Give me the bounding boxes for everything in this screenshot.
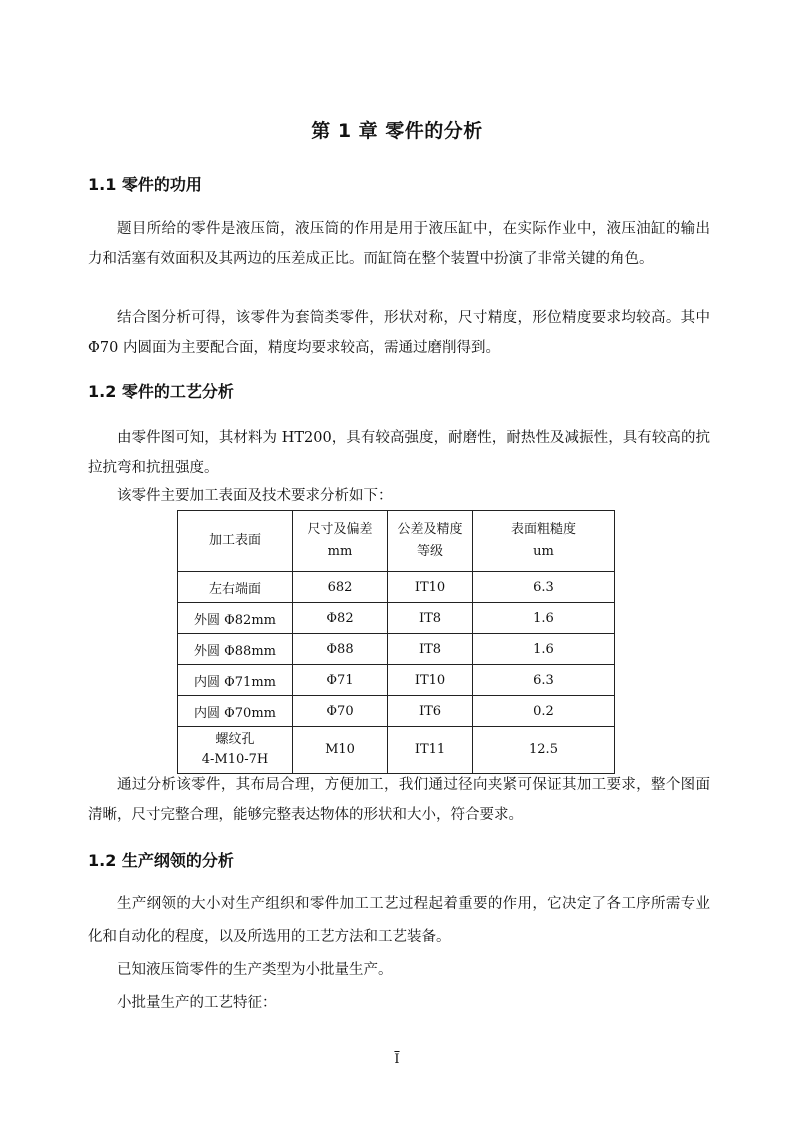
table-cell: IT6 bbox=[388, 696, 473, 727]
paragraph: 生产纲领的大小对生产组织和零件加工工艺过程起着重要的作用，它决定了各工序所需专业化和自动化的程度，以及所选用的工艺方法和工艺装备。 bbox=[88, 896, 710, 945]
paragraph: 已知液压筒零件的生产类型为小批量生产。 bbox=[117, 962, 393, 978]
paragraph: 该零件主要加工表面及技术要求分析如下： bbox=[117, 488, 393, 504]
table-cell: 内圆 Φ71mm bbox=[178, 665, 293, 696]
table-cell: 0.2 bbox=[473, 696, 615, 727]
chapter-title: 第 1 章 零件的分析 bbox=[311, 120, 483, 142]
paragraph: 题目所给的零件是液压筒，液压筒的作用是用于液压缸中，在实际作业中，液压油缸的输出力和活塞有效面积及其两边的压差成正比。而缸筒在整个装置中扮演了非常关键的角色。 bbox=[88, 221, 710, 267]
table-cell: Φ70 bbox=[293, 696, 388, 727]
table-row bbox=[178, 572, 615, 603]
table-header-row bbox=[178, 511, 615, 572]
table-header-cell: 表面粗糙度 um bbox=[473, 511, 615, 572]
table-cell: 6.3 bbox=[473, 665, 615, 696]
table-row bbox=[178, 603, 615, 634]
machining-requirements-table bbox=[177, 510, 615, 774]
paragraph: 由零件图可知，其材料为 HT200，具有较高强度，耐磨性，耐热性及减振性，具有较高的抗拉抗弯和抗扭强度。 bbox=[88, 430, 710, 476]
table-cell: M10 bbox=[293, 727, 388, 774]
table-header-cell: 尺寸及偏差 mm bbox=[293, 511, 388, 572]
table-cell: 1.6 bbox=[473, 634, 615, 665]
table-cell: 12.5 bbox=[473, 727, 615, 774]
table-cell: 6.3 bbox=[473, 572, 615, 603]
table-cell: 1.6 bbox=[473, 603, 615, 634]
table-cell: 外圆 Φ82mm bbox=[178, 603, 293, 634]
table-cell: 内圆 Φ70mm bbox=[178, 696, 293, 727]
paragraph: 结合图分析可得，该零件为套筒类零件，形状对称，尺寸精度，形位精度要求均较高。其中 Φ70 内圆面为主要配合面，精度均要求较高，需通过磨削得到。 bbox=[88, 310, 710, 356]
table-row bbox=[178, 665, 615, 696]
table-cell: Φ71 bbox=[293, 665, 388, 696]
table-cell: IT10 bbox=[388, 572, 473, 603]
table-row bbox=[178, 696, 615, 727]
table-cell: IT8 bbox=[388, 603, 473, 634]
paragraph: 小批量生产的工艺特征： bbox=[117, 995, 277, 1011]
section-title-process-analysis: 1.2 零件的工艺分析 bbox=[88, 382, 234, 401]
table-cell: IT10 bbox=[388, 665, 473, 696]
page-number: $\overline{I}$ bbox=[394, 1052, 400, 1067]
table-cell: 外圆 Φ88mm bbox=[178, 634, 293, 665]
table-cell: Φ88 bbox=[293, 634, 388, 665]
paragraph: 通过分析该零件，其布局合理，方便加工，我们通过径向夹紧可保证其加工要求，整个图面清晰，尺寸完整合理，能够完整表达物体的形状和大小，符合要求。 bbox=[88, 777, 710, 823]
table-cell: 左右端面 bbox=[178, 572, 293, 603]
table-cell: IT11 bbox=[388, 727, 473, 774]
table-cell: 682 bbox=[293, 572, 388, 603]
table-row bbox=[178, 727, 615, 774]
table-cell: IT8 bbox=[388, 634, 473, 665]
table-row bbox=[178, 634, 615, 665]
section-title-production-program: 1.2 生产纲领的分析 bbox=[88, 851, 234, 870]
table-cell: 螺纹孔 4-M10-7H bbox=[178, 727, 293, 774]
table-header-cell: 加工表面 bbox=[178, 511, 293, 572]
table-header-cell: 公差及精度 等级 bbox=[388, 511, 473, 572]
table-cell: Φ82 bbox=[293, 603, 388, 634]
section-title-function: 1.1 零件的功用 bbox=[88, 175, 202, 194]
